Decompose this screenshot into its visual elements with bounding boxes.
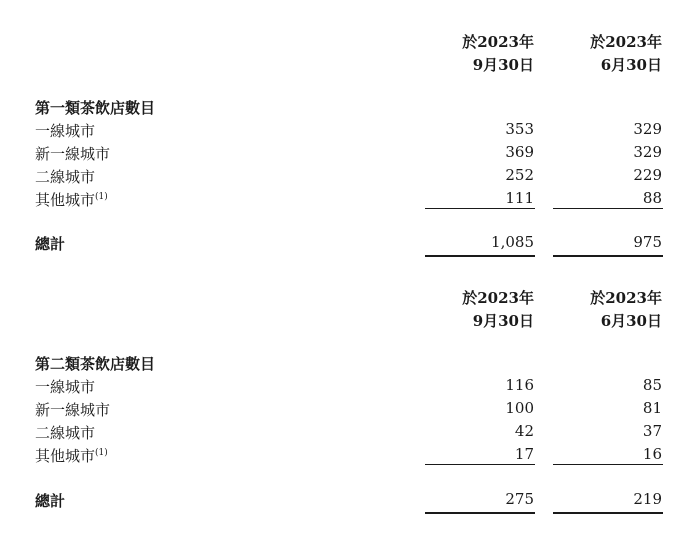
row-label: 一線城市: [35, 122, 96, 140]
row-label-text: 其他城市: [35, 191, 96, 209]
total-value-sep: 1,085: [491, 233, 534, 251]
subtotal-rule-jun: [553, 208, 663, 209]
col-header-sep-line2: 9月30日: [472, 312, 534, 330]
total-label: 總計: [35, 492, 66, 510]
row-label: 二線城市: [35, 424, 96, 442]
total-value-jun: 975: [633, 233, 662, 251]
row-label: [35, 445, 108, 466]
row-value-sep: 116: [505, 376, 534, 394]
row-value-sep: 100: [505, 399, 534, 417]
subtotal-rule-jun: [553, 464, 663, 465]
row-value-sep: 111: [505, 189, 534, 207]
row-value-sep: 17: [514, 445, 534, 463]
row-value-sep: 369: [505, 143, 534, 161]
col-header-jun-line1: 於2023年: [590, 289, 662, 307]
section-title: 第二類茶飲店數目: [35, 355, 156, 373]
row-value-jun: 329: [633, 143, 662, 161]
col-header-jun-line2: 6月30日: [600, 312, 662, 330]
col-header-sep-line1: 於2023年: [462, 33, 534, 51]
row-value-jun: 85: [642, 376, 662, 394]
total-label: 總計: [35, 235, 66, 253]
row-value-jun: 16: [642, 445, 662, 463]
row-value-jun: 88: [642, 189, 662, 207]
footnote-marker: (1): [95, 192, 108, 202]
footnote-marker: (1): [95, 448, 108, 458]
total-rule-jun: [553, 512, 663, 514]
row-label: 一線城市: [35, 378, 96, 396]
total-rule-sep: [425, 255, 535, 257]
row-label: [35, 189, 108, 210]
total-rule-sep: [425, 512, 535, 514]
row-value-sep: 252: [505, 166, 534, 184]
row-label: 二線城市: [35, 168, 96, 186]
section-title: 第一類茶飲店數目: [35, 99, 156, 117]
total-rule-jun: [553, 255, 663, 257]
row-label: 新一線城市: [35, 401, 111, 419]
col-header-jun-line1: 於2023年: [590, 33, 662, 51]
row-value-sep: 42: [514, 422, 534, 440]
row-value-jun: 229: [633, 166, 662, 184]
total-value-sep: 275: [505, 490, 534, 508]
subtotal-rule-sep: [425, 208, 535, 209]
row-value-sep: 353: [505, 120, 534, 138]
row-value-jun: 81: [642, 399, 662, 417]
row-value-jun: 329: [633, 120, 662, 138]
row-label-text: 其他城市: [35, 447, 96, 465]
row-label: 新一線城市: [35, 145, 111, 163]
col-header-sep-line1: 於2023年: [462, 289, 534, 307]
total-value-jun: 219: [633, 490, 662, 508]
subtotal-rule-sep: [425, 464, 535, 465]
row-value-jun: 37: [642, 422, 662, 440]
col-header-jun-line2: 6月30日: [600, 56, 662, 74]
col-header-sep-line2: 9月30日: [472, 56, 534, 74]
